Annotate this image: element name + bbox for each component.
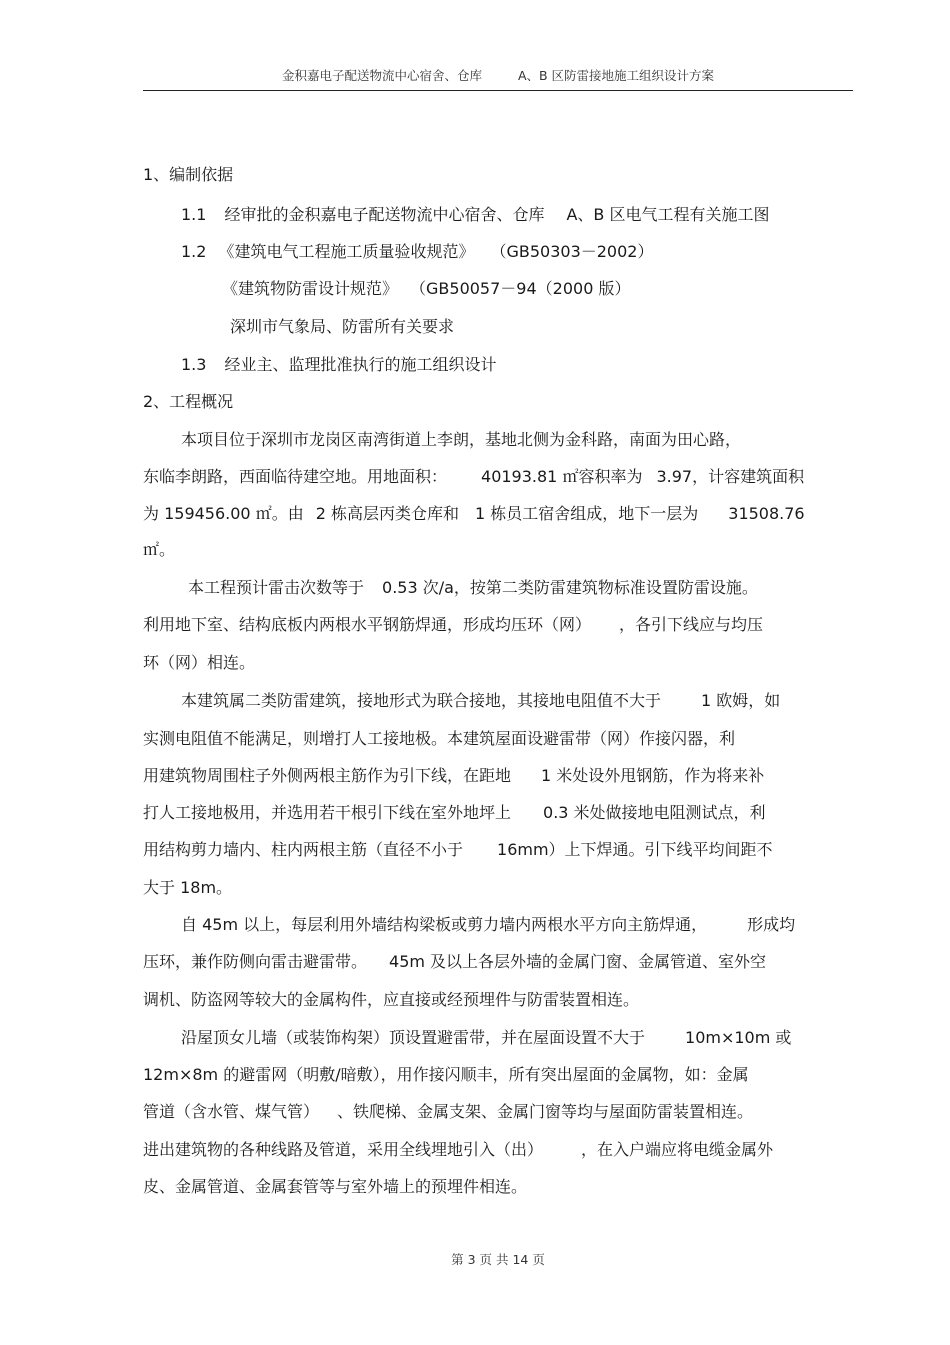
header-divider bbox=[143, 90, 853, 91]
paragraph-line: 实测电阻值不能满足，则增打人工接地极。本建筑屋面设避雷带（网）作接闪器，利 bbox=[143, 729, 736, 748]
text-span: 用结构剪力墙内、柱内两根主筋（直径不小于 bbox=[143, 840, 464, 859]
text-span: 东临李朗路，西面临待建空地。用地面积： bbox=[143, 467, 448, 486]
header-title-part2: A、B 区防雷接地施工组织设计方案 bbox=[517, 68, 715, 83]
list-item-1-2 bbox=[181, 239, 653, 262]
text-span: 利用地下室、结构底板内两根水平钢筋焊通，形成均压环（网） bbox=[143, 615, 592, 634]
text-span: 3.97，计容建筑面积 bbox=[656, 467, 805, 486]
item-text: 经审批的金积嘉电子配送物流中心宿舍、仓库 bbox=[224, 205, 545, 224]
text-span: ，各引下线应与均压 bbox=[619, 615, 764, 634]
paragraph-line bbox=[143, 949, 766, 972]
text-span: ，在入户端应将电缆金属外 bbox=[581, 1140, 774, 1159]
text-span: 形成均 bbox=[747, 915, 796, 934]
item-text: 《建筑电气工程施工质量验收规范》 bbox=[218, 242, 475, 261]
text-span: 进出建筑物的各种线路及管道，采用全线埋地引入（出） bbox=[143, 1140, 544, 1159]
text-span: 自 45m 以上，每层利用外墙结构梁板或剪力墙内两根水平方向主筋焊通， bbox=[181, 915, 708, 934]
paragraph-line: 12m×8m 的避雷网（明敷/暗敷），用作接闪顺丰，所有突出屋面的金属物，如：金属 bbox=[143, 1065, 749, 1084]
list-item-1-2b bbox=[222, 276, 630, 299]
item-number: 1.2 bbox=[181, 242, 207, 261]
paragraph-line bbox=[143, 1137, 773, 1160]
paragraph-line bbox=[181, 1025, 791, 1048]
paragraph-line bbox=[143, 464, 804, 487]
paragraph-line: 环（网）相连。 bbox=[143, 653, 256, 672]
page-header bbox=[143, 66, 853, 84]
item-text: 《建筑物防雷设计规范》 bbox=[222, 279, 399, 298]
paragraph-line: 调机、防盗网等较大的金属构件，应直接或经预埋件与防雷装置相连。 bbox=[143, 990, 640, 1009]
paragraph-line bbox=[143, 800, 766, 823]
text-span: 40193.81 ㎡容积率为 bbox=[481, 467, 643, 486]
paragraph-line: 皮、金属管道、金属套管等与室外墙上的预埋件相连。 bbox=[143, 1177, 528, 1196]
list-item-1-3 bbox=[181, 352, 496, 375]
paragraph-line: 大于 18m。 bbox=[143, 878, 233, 897]
text-span: 为 159456.00 ㎡。由 bbox=[143, 504, 304, 523]
text-span: 、铁爬梯、金属支架、金属门窗等均与屋面防雷装置相连。 bbox=[337, 1102, 754, 1121]
list-item-1-1 bbox=[181, 202, 769, 225]
paragraph-line bbox=[188, 575, 758, 598]
list-item-1-2c: 深圳市气象局、防雷所有关要求 bbox=[230, 317, 455, 336]
text-span: 1 欧姆，如 bbox=[701, 691, 781, 710]
paragraph-line: 本项目位于深圳市龙岗区南湾街道上李朗，基地北侧为金科路，南面为田心路， bbox=[181, 430, 742, 449]
paragraph-line bbox=[143, 1099, 753, 1122]
text-span: 沿屋顶女儿墙（或装饰构架）顶设置避雷带，并在屋面设置不大于 bbox=[181, 1028, 646, 1047]
item-text: 经业主、监理批准执行的施工组织设计 bbox=[224, 355, 497, 374]
page-number-footer: 第 3 页 共 14 页 bbox=[451, 1252, 545, 1267]
text-span: 16mm）上下焊通。引下线平均间距不 bbox=[497, 840, 773, 859]
text-span: 本工程预计雷击次数等于 bbox=[188, 578, 365, 597]
text-span: 1 栋员工宿舍组成，地下一层为 bbox=[474, 504, 699, 523]
item-number: 1.3 bbox=[181, 355, 207, 374]
text-span: 用建筑物周围柱子外侧两根主筋作为引下线，在距地 bbox=[143, 766, 512, 785]
paragraph-line bbox=[143, 837, 773, 860]
item-number: 1.1 bbox=[181, 205, 207, 224]
text-span: 压环，兼作防侧向雷击避雷带。 bbox=[143, 952, 368, 971]
item-text: （GB50057－94（2000 版） bbox=[410, 279, 631, 298]
text-span: 31508.76 bbox=[728, 504, 805, 523]
text-span: 0.3 米处做接地电阻测试点，利 bbox=[543, 803, 766, 822]
paragraph-line bbox=[143, 612, 763, 635]
text-span: 2 栋高层丙类仓库和 bbox=[315, 504, 459, 523]
text-span: 45m 及以上各层外墙的金属门窗、金属管道、室外空 bbox=[389, 952, 767, 971]
paragraph-line bbox=[143, 501, 805, 524]
paragraph-line bbox=[181, 912, 795, 935]
section-heading-2: 2、工程概况 bbox=[143, 392, 234, 411]
text-span: 打人工接地极用，并选用若干根引下线在室外地坪上 bbox=[143, 803, 512, 822]
text-span: 本建筑属二类防雷建筑，接地形式为联合接地，其接地电阻值不大于 bbox=[181, 691, 662, 710]
item-text: A、B 区电气工程有关施工图 bbox=[566, 205, 770, 224]
paragraph-line: ㎡。 bbox=[143, 540, 176, 559]
text-span: 1 米处设外甩钢筋，作为将来补 bbox=[541, 766, 765, 785]
paragraph-line bbox=[181, 688, 780, 711]
paragraph-line bbox=[143, 763, 764, 786]
text-span: 10m×10m 或 bbox=[685, 1028, 792, 1047]
text-span: 0.53 次/a，按第二类防雷建筑物标准设置防雷设施。 bbox=[382, 578, 758, 597]
section-heading-1: 1、编制依据 bbox=[143, 165, 234, 184]
item-text: （GB50303－2002） bbox=[490, 242, 654, 261]
header-title-part1: 金积嘉电子配送物流中心宿舍、仓库 bbox=[281, 68, 482, 83]
text-span: 管道（含水管、煤气管） bbox=[143, 1102, 320, 1121]
